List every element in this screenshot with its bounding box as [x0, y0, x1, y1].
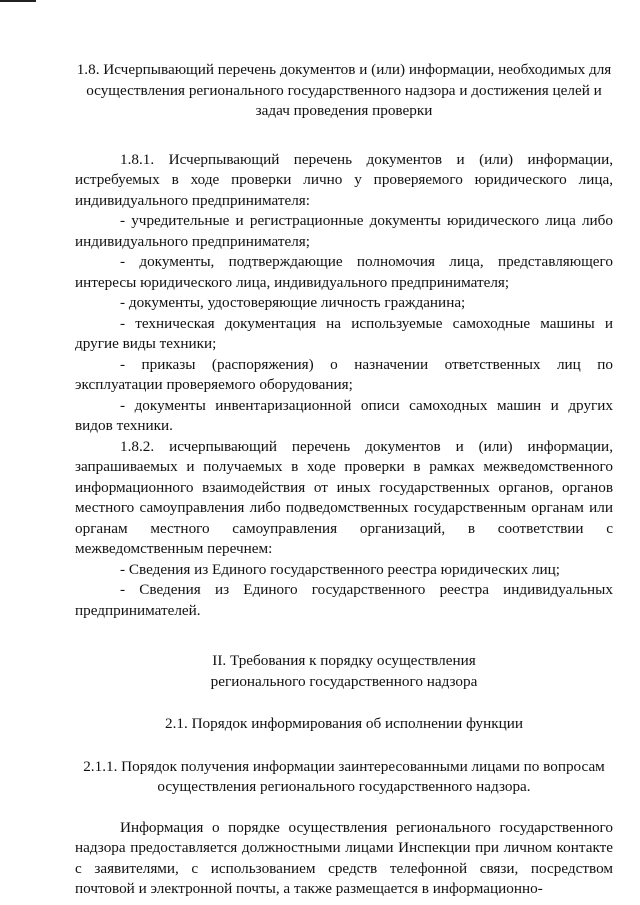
section-2-title-line-2: регионального государственного надзора — [210, 672, 478, 690]
paragraph-1-8-1: 1.8.1. Исчерпывающий перечень документов и (или) информации, истребуемых в ходе проверки лично у проверяемого юридического лица, индивидуального предпринимателя: — [75, 150, 613, 209]
paragraph-1-8-2: 1.8.2. исчерпывающий перечень документов и (или) информации, запрашиваемых и получаемых в ходе проверки в рамках межведомственного информационного взаимодействия от иных государственных органов, органов местного самоуправления либо подведомственных государственным органам или органам местного самоуправления организаций, в соответствии с межведомственным перечнем: — [75, 437, 613, 557]
section-2-title — [75, 651, 613, 692]
section-1-8-title: 1.8. Исчерпывающий перечень документов и (или) информации, необходимых для осуществления регионального государственного надзора и достижения целей и задач проведения проверки — [76, 61, 612, 119]
section-2-title-line-1: II. Требования к порядку осуществления — [212, 652, 476, 669]
list-item-authority-documents: - документы, подтверждающие полномочия лица, представляющего интересы юридического лица, индивидуального предпринимателя; — [75, 253, 613, 291]
list-item-legal-entities-registry: - Сведения из Единого государственного реестра юридических лиц; — [120, 560, 561, 578]
list-item-inventory-documents: - документы инвентаризационной описи самоходных машин и других видов техники. — [75, 396, 613, 434]
list-item-technical-documents: - техническая документация на используемые самоходные машины и другие виды техники; — [75, 314, 613, 352]
section-2-1-title: 2.1. Порядок информирования об исполнении функции — [164, 715, 524, 732]
section-2-1-1-title-line-2: осуществления регионального государственного надзора. — [157, 778, 531, 795]
list-item-entrepreneurs-registry: - Сведения из Единого государственного реестра индивидуальных предпринимателей. — [75, 581, 613, 619]
scan-corner-mark — [0, 0, 36, 2]
list-item-founding-documents: - учредительные и регистрационные документы юридического лица либо индивидуального предпринимателя; — [75, 212, 613, 250]
list-item-identity-documents: - документы, удостоверяющие личность гражданина; — [120, 294, 466, 311]
section-2-1-1-title-line-1: 2.1.1. Порядок получения информации заинтересованными лицами по вопросам — [83, 757, 605, 775]
document-page — [75, 60, 613, 900]
paragraph-information: Информация о порядке осуществления регионального государственного надзора предоставляется должностными лицами Инспекции при личном контакте с заявителями, с использованием средств телефонной связи, посредством почтовой и электронной почты, а также размещается в информационно- — [75, 818, 613, 897]
list-item-orders: - приказы (распоряжения) о назначении ответственных лиц по эксплуатации проверяемого оборудования; — [75, 355, 613, 393]
section-2-1-1-title — [75, 757, 613, 798]
